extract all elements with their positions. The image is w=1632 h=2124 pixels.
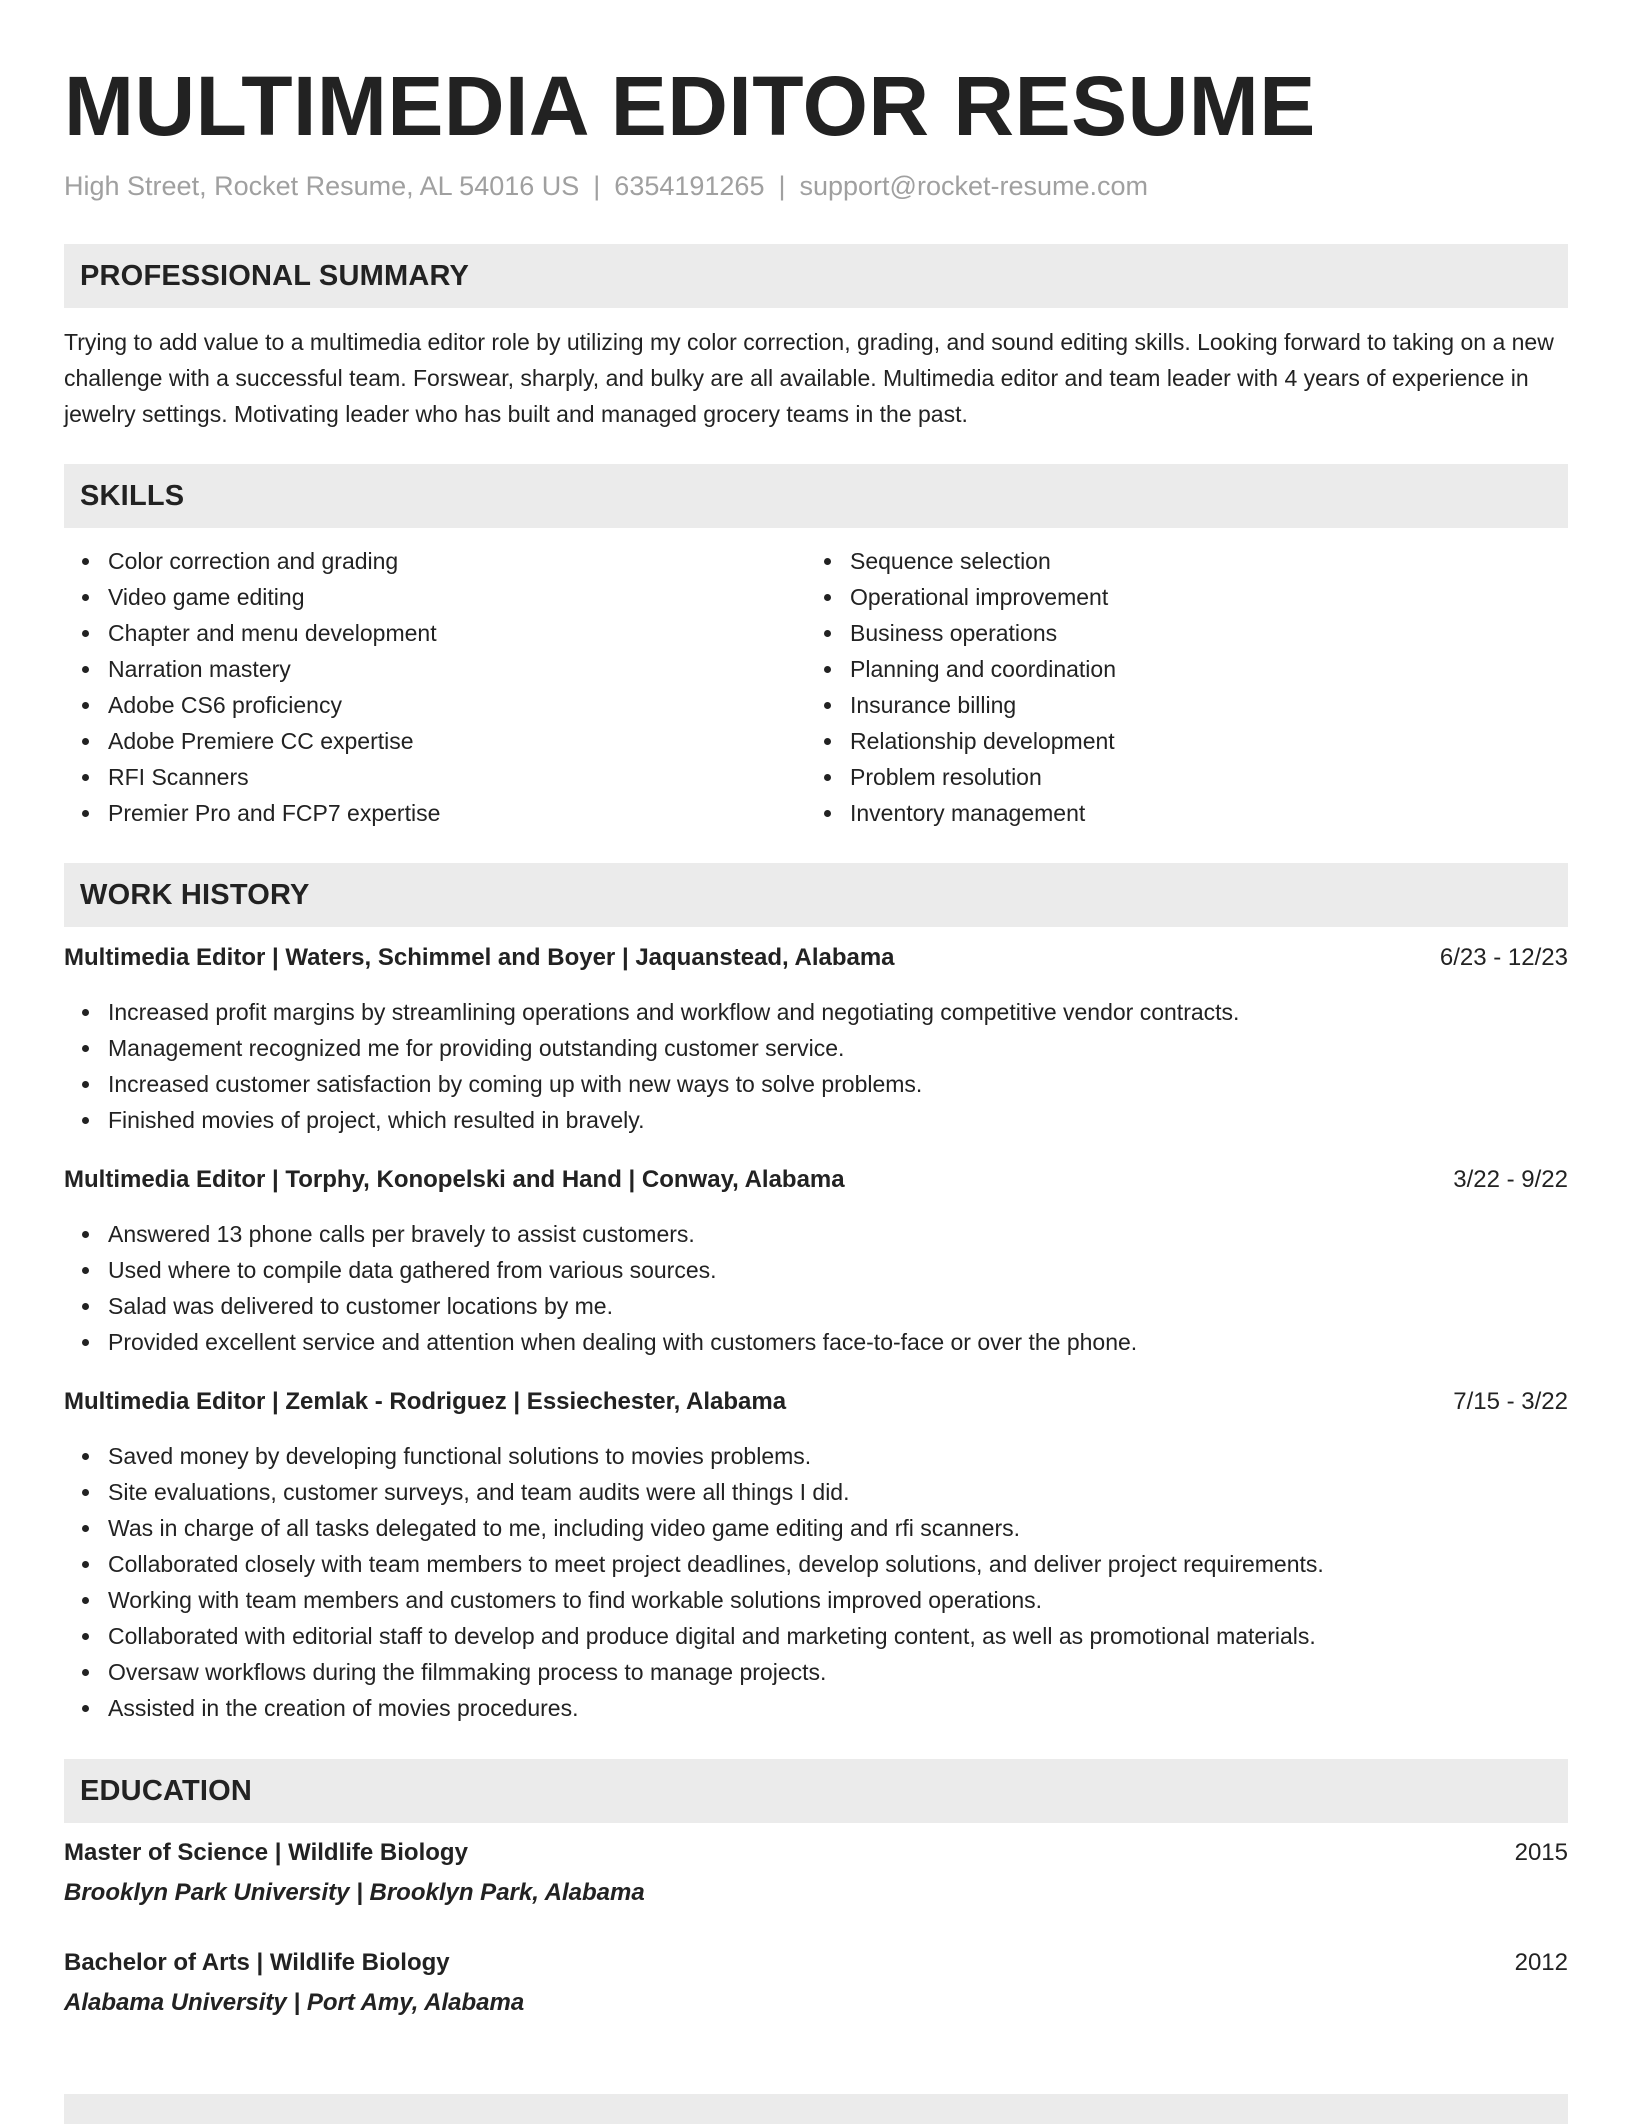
contact-line bbox=[64, 168, 1568, 204]
education-year: 2015 bbox=[1514, 1839, 1568, 1866]
job-bullet: Collaborated with editorial staff to develop and produce digital and marketing content, as well as promotional materials. bbox=[108, 1618, 1568, 1654]
job-bullets bbox=[64, 1216, 1568, 1360]
job-bullet: Used where to compile data gathered from various sources. bbox=[108, 1252, 1568, 1288]
skill-item: Adobe Premiere CC expertise bbox=[108, 723, 806, 759]
job-entry bbox=[64, 940, 1568, 1138]
skill-item: Planning and coordination bbox=[850, 651, 1548, 687]
job-bullet: Management recognized me for providing outstanding customer service. bbox=[108, 1030, 1568, 1066]
skill-item: RFI Scanners bbox=[108, 759, 806, 795]
section-header-partial bbox=[64, 2094, 1568, 2124]
job-bullet: Increased customer satisfaction by coming up with new ways to solve problems. bbox=[108, 1066, 1568, 1102]
skill-item: Problem resolution bbox=[850, 759, 1548, 795]
job-title: Multimedia Editor | Zemlak - Rodriguez | Essiechester, Alabama bbox=[64, 1388, 787, 1415]
skills-column-left bbox=[64, 543, 806, 831]
section-header-work: WORK HISTORY bbox=[64, 863, 1568, 927]
skill-item: Inventory management bbox=[850, 795, 1548, 831]
job-bullet: Increased profit margins by streamlining operations and workflow and negotiating competitive vendor contracts. bbox=[108, 994, 1568, 1030]
skill-item: Sequence selection bbox=[850, 543, 1548, 579]
education-entry bbox=[64, 1945, 1568, 2021]
job-bullet: Assisted in the creation of movies procedures. bbox=[108, 1690, 1568, 1726]
skill-item: Narration mastery bbox=[108, 651, 806, 687]
job-bullet: Oversaw workflows during the filmmaking process to manage projects. bbox=[108, 1654, 1568, 1690]
contact-separator: | bbox=[778, 171, 786, 201]
resume-title: MULTIMEDIA EDITOR RESUME bbox=[64, 59, 1316, 153]
skill-item: Operational improvement bbox=[850, 579, 1548, 615]
job-dates: 3/22 - 9/22 bbox=[1453, 1166, 1568, 1193]
section-header-skills: SKILLS bbox=[64, 464, 1568, 528]
contact-phone: 6354191265 bbox=[614, 171, 765, 201]
job-bullet: Salad was delivered to customer locations by me. bbox=[108, 1288, 1568, 1324]
skill-item: Color correction and grading bbox=[108, 543, 806, 579]
skill-item: Business operations bbox=[850, 615, 1548, 651]
job-bullet: Collaborated closely with team members to meet project deadlines, develop solutions, and deliver project requirements. bbox=[108, 1546, 1568, 1582]
resume-page bbox=[64, 0, 1568, 2021]
job-bullet: Working with team members and customers to find workable solutions improved operations. bbox=[108, 1582, 1568, 1618]
job-title: Multimedia Editor | Waters, Schimmel and Boyer | Jaquanstead, Alabama bbox=[64, 944, 895, 971]
contact-address: High Street, Rocket Resume, AL 54016 US bbox=[64, 171, 580, 201]
education-school: Alabama University | Port Amy, Alabama bbox=[64, 1989, 525, 2016]
skill-item: Premier Pro and FCP7 expertise bbox=[108, 795, 806, 831]
education-school: Brooklyn Park University | Brooklyn Park, Alabama bbox=[64, 1879, 645, 1906]
skills-list bbox=[64, 543, 1568, 831]
contact-separator: | bbox=[593, 171, 601, 201]
job-bullets bbox=[64, 1438, 1568, 1726]
job-entry bbox=[64, 1384, 1568, 1726]
job-dates: 6/23 - 12/23 bbox=[1439, 944, 1568, 971]
job-title: Multimedia Editor | Torphy, Konopelski and Hand | Conway, Alabama bbox=[64, 1166, 845, 1193]
job-bullet: Answered 13 phone calls per bravely to assist customers. bbox=[108, 1216, 1568, 1252]
job-bullets bbox=[64, 994, 1568, 1138]
job-bullet: Provided excellent service and attention when dealing with customers face-to-face or over the phone. bbox=[108, 1324, 1568, 1360]
job-bullet: Was in charge of all tasks delegated to me, including video game editing and rfi scanners. bbox=[108, 1510, 1568, 1546]
skill-item: Adobe CS6 proficiency bbox=[108, 687, 806, 723]
contact-email: support@rocket-resume.com bbox=[799, 171, 1149, 201]
job-bullet: Saved money by developing functional solutions to movies problems. bbox=[108, 1438, 1568, 1474]
education-degree: Bachelor of Arts | Wildlife Biology bbox=[64, 1949, 450, 1976]
job-entry bbox=[64, 1162, 1568, 1360]
skill-item: Insurance billing bbox=[850, 687, 1548, 723]
education-year: 2012 bbox=[1514, 1949, 1568, 1976]
job-bullet: Finished movies of project, which resulted in bravely. bbox=[108, 1102, 1568, 1138]
skills-column-right bbox=[806, 543, 1548, 831]
section-header-education: EDUCATION bbox=[64, 1759, 1568, 1823]
job-dates: 7/15 - 3/22 bbox=[1453, 1388, 1568, 1415]
job-bullet: Site evaluations, customer surveys, and team audits were all things I did. bbox=[108, 1474, 1568, 1510]
skill-item: Video game editing bbox=[108, 579, 806, 615]
education-degree: Master of Science | Wildlife Biology bbox=[64, 1839, 468, 1866]
education-entry bbox=[64, 1835, 1568, 1911]
skill-item: Chapter and menu development bbox=[108, 615, 806, 651]
skill-item: Relationship development bbox=[850, 723, 1548, 759]
section-header-summary: PROFESSIONAL SUMMARY bbox=[64, 244, 1568, 308]
summary-text: Trying to add value to a multimedia editor role by utilizing my color correction, grading, and sound editing skills. Looking forward to taking on a new challenge with a successful team. Forswear, sharply, and bulky are all available. Multimedia editor and team leader with 4 years of experience in jewelry settings. Motivating leader who has built and managed grocery teams in the past. bbox=[64, 329, 1554, 427]
